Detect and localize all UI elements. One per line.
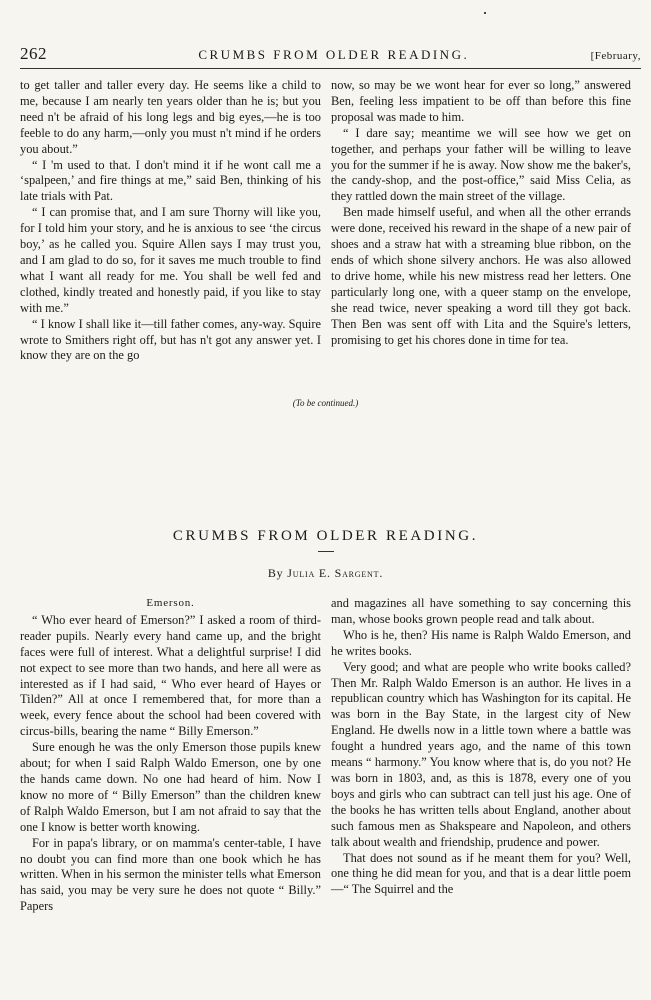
top-right-column [331,78,631,348]
paragraph: Who is he, then? His name is Ralph Waldo Emerson, and he writes books. [331,627,631,658]
paragraph: to get taller and taller every day. He seems like a child to me, because I am nearly ten years older than he is; but you need n't be afraid of his long legs and big eyes,—he is too feeble to do any harm,—only you must n't mind if he orders you about.” [20,78,321,156]
running-month: [February, [590,50,641,62]
author-name: Julia E. Sargent. [287,566,384,580]
paragraph: Very good; and what are people who write books called? Then Mr. Ralph Waldo Emerson is an author. He lives in a republican country which has Washington for its capital. He was born in the Bay State, in the largest city of New England. He dwells now in a little town where a battle was fought a hundred years ago, and the name of this town means “ harmony.” You know where that is, do you not? He was born in 1803, and, as this is 1878, every one of you boys and girls who can subtract can tell just his age. One of the books he has written tells about England, another about such famous men as Shakspeare and Napoleon, and others talk about wealth and friendship, prudence and power. [331,659,631,849]
paragraph: Sure enough he was the only Emerson those pupils knew about; for when I said Ralph Waldo Emerson, one by one the hands came down. No one had heard of him. Now I know no more of “ Billy Emerson” than the children knew of Ralph Waldo Emerson, but I am not afraid to say that the one I know is better worth knowing. [20,740,321,834]
paragraph: and magazines all have something to say concerning this man, whose books grown people read and talk about. [331,596,631,626]
paragraph: “ I 'm used to that. I don't mind it if he wont call me a ‘spalpeen,’ and fire things at me,” said Ben, thinking of his late trials with Pat. [20,157,321,204]
to-be-continued: (To be continued.) [292,398,359,408]
article-title: CRUMBS FROM OLDER READING. [172,528,479,544]
paragraph: That does not sound as if he meant them for you? Well, one thing he did mean for you, and that is a dear little poem—“ The Squirrel and the [331,850,631,897]
paragraph: “ I know I shall like it—till father comes, any-way. Squire wrote to Smithers right off, but has n't got any answer yet. I know they are on the go [20,316,321,363]
title-rule [318,551,334,552]
paragraph: “ Who ever heard of Emerson?” I asked a room of third-reader pupils. Nearly every hand came up, and the bright faces were full of interest. What a delightful surprise! I did not expect to see more than two hands, and here all were as interested as if I had said, “ Who ever heard of Hayes or Tilden?” All at once I remembered that, for more than a week, every fence about the school had been covered with circus-bills, bearing the name “ Billy Emerson.” [20,612,321,739]
section-heading: Emerson. [146,597,195,609]
byline-by: By [267,566,284,580]
article-left-column [20,596,321,915]
page-number: 262 [20,44,47,63]
paragraph: now, so may be we wont hear for ever so long,” answered Ben, feeling less impatient to be off than before this fine proposal was made to him. [331,78,631,124]
paragraph: “ I dare say; meantime we will see how we get on together, and perhaps your father will be willing to leave you for the summer if he is away. Now show me the baker's, the candy-shop, and the post-office,” said Miss Celia, as they rattled down the main street of the village. [331,125,631,204]
paragraph: Ben made himself useful, and when all the other errands were done, received his reward in the shape of a new pair of shoes and a straw hat with a streaming blue ribbon, on the ends of which shone silvery anchors. He was also allowed to drive home, while his new mistress read her letters. One particularly long one, with a queer stamp on the envelope, she read twice, never speaking a word till they got back. Then Ben was sent off with Lita and the Squire's letters, promising to get his chores done in time for tea. [331,205,631,347]
article-right-column [331,596,631,898]
print-speck [484,12,486,14]
paragraph: “ I can promise that, and I am sure Thorny will like you, for I told him your story, and he is anxious to see ‘the circus boy,’ as he called you. Squire Allen says I may trust you, and I am glad to do so, for it saves me much trouble to find what I want all ready for me. You shall be well fed and clothed, kindly treated and honestly paid, if you like to stay with me.” [20,205,321,315]
running-header [20,44,641,69]
byline [0,566,651,581]
running-title: CRUMBS FROM OLDER READING. [198,47,470,62]
top-left-column [20,78,321,364]
paragraph: For in papa's library, or on mamma's center-table, I have no doubt you can find more than one book which he has written. When in his sermon the minister tells what Emerson has said, you may be very sure he does not quote “ Billy.” Papers [20,835,321,914]
